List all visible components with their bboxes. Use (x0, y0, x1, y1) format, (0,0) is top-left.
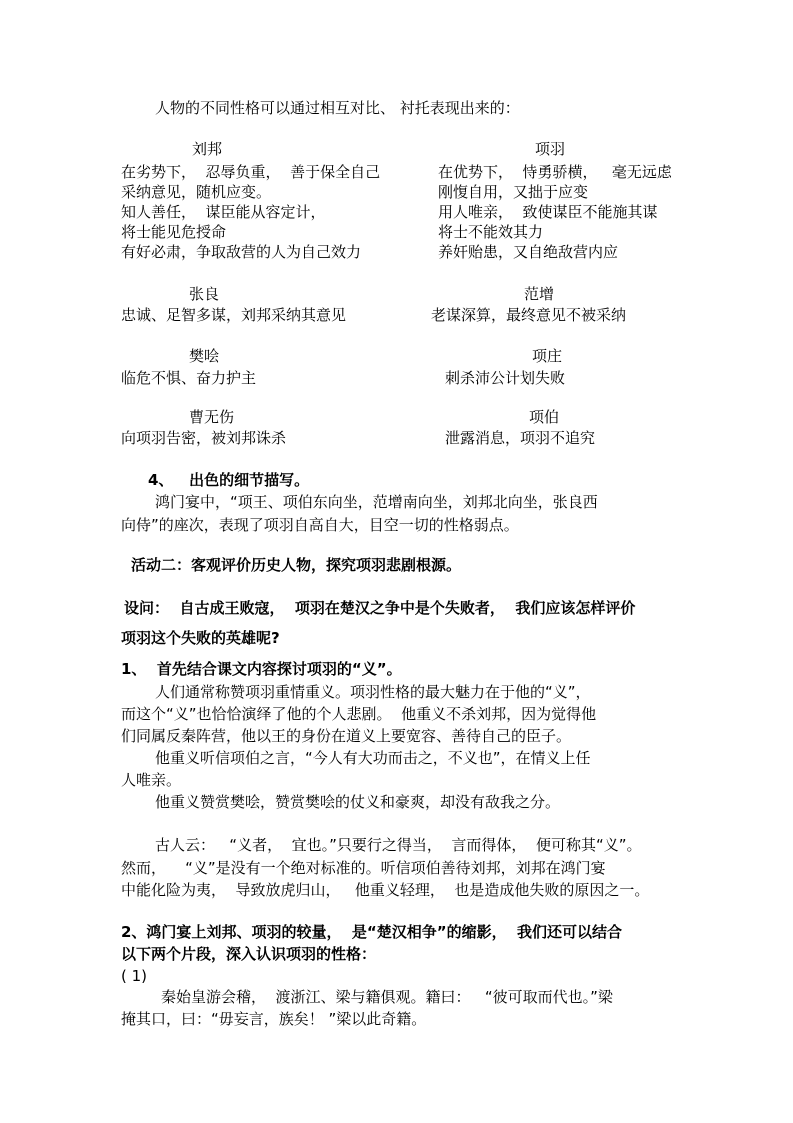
quote-line: 掩其口，曰：“毋妄言，族矣！ ”梁以此奇籍。 (121, 1010, 427, 1028)
pair-right-desc: 泄露消息，项羽不追究 (445, 429, 596, 447)
pair-left-desc: 向项羽告密，被刘邦诛杀 (121, 429, 287, 447)
pair-left-desc: 临危不惧、奋力护主 (121, 369, 257, 387)
pair-left-name: 樊哙 (189, 347, 220, 365)
pair-right-name: 项庄 (532, 347, 563, 365)
section1-para: 古人云： “义者， 宜也。”只要行之得当， 言而得体， 便可称其“义”。 (155, 836, 642, 854)
section1-para: 然而， “义”是没有一个绝对标准的。听信项伯善待刘邦，刘邦在鸿门宴 (121, 859, 606, 877)
pair-right-name: 范增 (524, 285, 555, 303)
section2-line: 2、鸿门宴上刘邦、项羽的较量， 是“楚汉相争”的缩影， 我们还可以结合 (121, 923, 623, 941)
section1-para: 人们通常称赞项羽重情重义。项羽性格的最大魅力在于他的“义”， (155, 683, 591, 701)
xiangyu-trait: 用人唯亲， 致使谋臣不能施其谋 (438, 203, 658, 221)
quote-line: 秦始皇游会稽， 渡浙江、梁与籍俱观。籍曰： “彼可取而代也。”梁 (161, 988, 613, 1006)
xiangyu-trait: 在优势下， 恃勇骄横， 毫无远虑 (438, 163, 672, 181)
section2-line: 以下两个片段，深入认识项羽的性格： (121, 945, 377, 963)
pair-right-desc: 刺杀沛公计划失败 (445, 369, 566, 387)
liubang-trait: 在劣势下， 忍辱负重， 善于保全自己 (121, 163, 381, 181)
xiangyu-trait: 将士不能效其力 (438, 223, 544, 241)
section1-heading: 1、 首先结合课文内容探讨项羽的“义”。 (121, 660, 402, 678)
section1-para: 而这个“义”也恰恰演绎了他的个人悲剧。 他重义不杀刘邦，因为觉得他 (121, 705, 597, 723)
pair-right-name: 项伯 (529, 408, 560, 426)
intro-text: 人物的不同性格可以通过相互对比、 衬托表现出来的： (155, 99, 520, 117)
detail-line: 向侍”的座次，表现了项羽自高自大，目空一切的性格弱点。 (121, 516, 519, 534)
liubang-trait: 知人善任， 谋臣能从容定计， (121, 203, 326, 221)
pair-left-name: 张良 (189, 285, 220, 303)
column-header-liubang: 刘邦 (192, 140, 223, 158)
detail-heading: 4、 出色的细节描写。 (148, 471, 310, 489)
pair-left-desc: 忠诚、足智多谋，刘邦采纳其意见 (121, 306, 347, 324)
section1-para: 中能化险为夷， 导致放虎归山， 他重义轻理， 也是造成他失败的原因之一。 (121, 881, 650, 899)
activity-heading: 活动二：客观评价历史人物，探究项羽悲剧根源。 (131, 556, 462, 574)
column-header-xiangyu: 项羽 (535, 140, 566, 158)
pair-right-desc: 老谋深算，最终意见不被采纳 (431, 306, 627, 324)
pair-left-name: 曹无伤 (189, 408, 235, 426)
liubang-trait: 有好必肃，争取敌营的人为自己效力 (121, 243, 362, 261)
section2-marker: ( 1) (121, 967, 148, 985)
liubang-trait: 采纳意见，随机应变。 (121, 183, 272, 201)
xiangyu-trait: 养奸贻患，又自绝敌营内应 (438, 243, 619, 261)
section1-para: 他重义赞赏樊哙，赞赏樊哙的仗义和豪爽，却没有敌我之分。 (155, 793, 561, 811)
section1-para: 他重义听信项伯之言，“今人有大功而击之，不义也”，在情义上任 (155, 749, 591, 767)
xiangyu-trait: 刚愎自用，又拙于应变 (438, 183, 589, 201)
detail-line: 鸿门宴中，“项王、项伯东向坐，范增南向坐，刘邦北向坐，张良西 (155, 493, 598, 511)
section1-para: 人唯亲。 (121, 771, 182, 789)
question-line: 项羽这个失败的英雄呢? (121, 629, 280, 647)
question-line: 设问： 自古成王败寇， 项羽在楚汉之争中是个失败者， 我们应该怎样评价 (124, 599, 636, 617)
section1-para: 们同属反秦阵营，他以王的身份在道义上要宽容、善待自己的臣子。 (121, 727, 572, 745)
liubang-trait: 将士能见危授命 (121, 223, 227, 241)
